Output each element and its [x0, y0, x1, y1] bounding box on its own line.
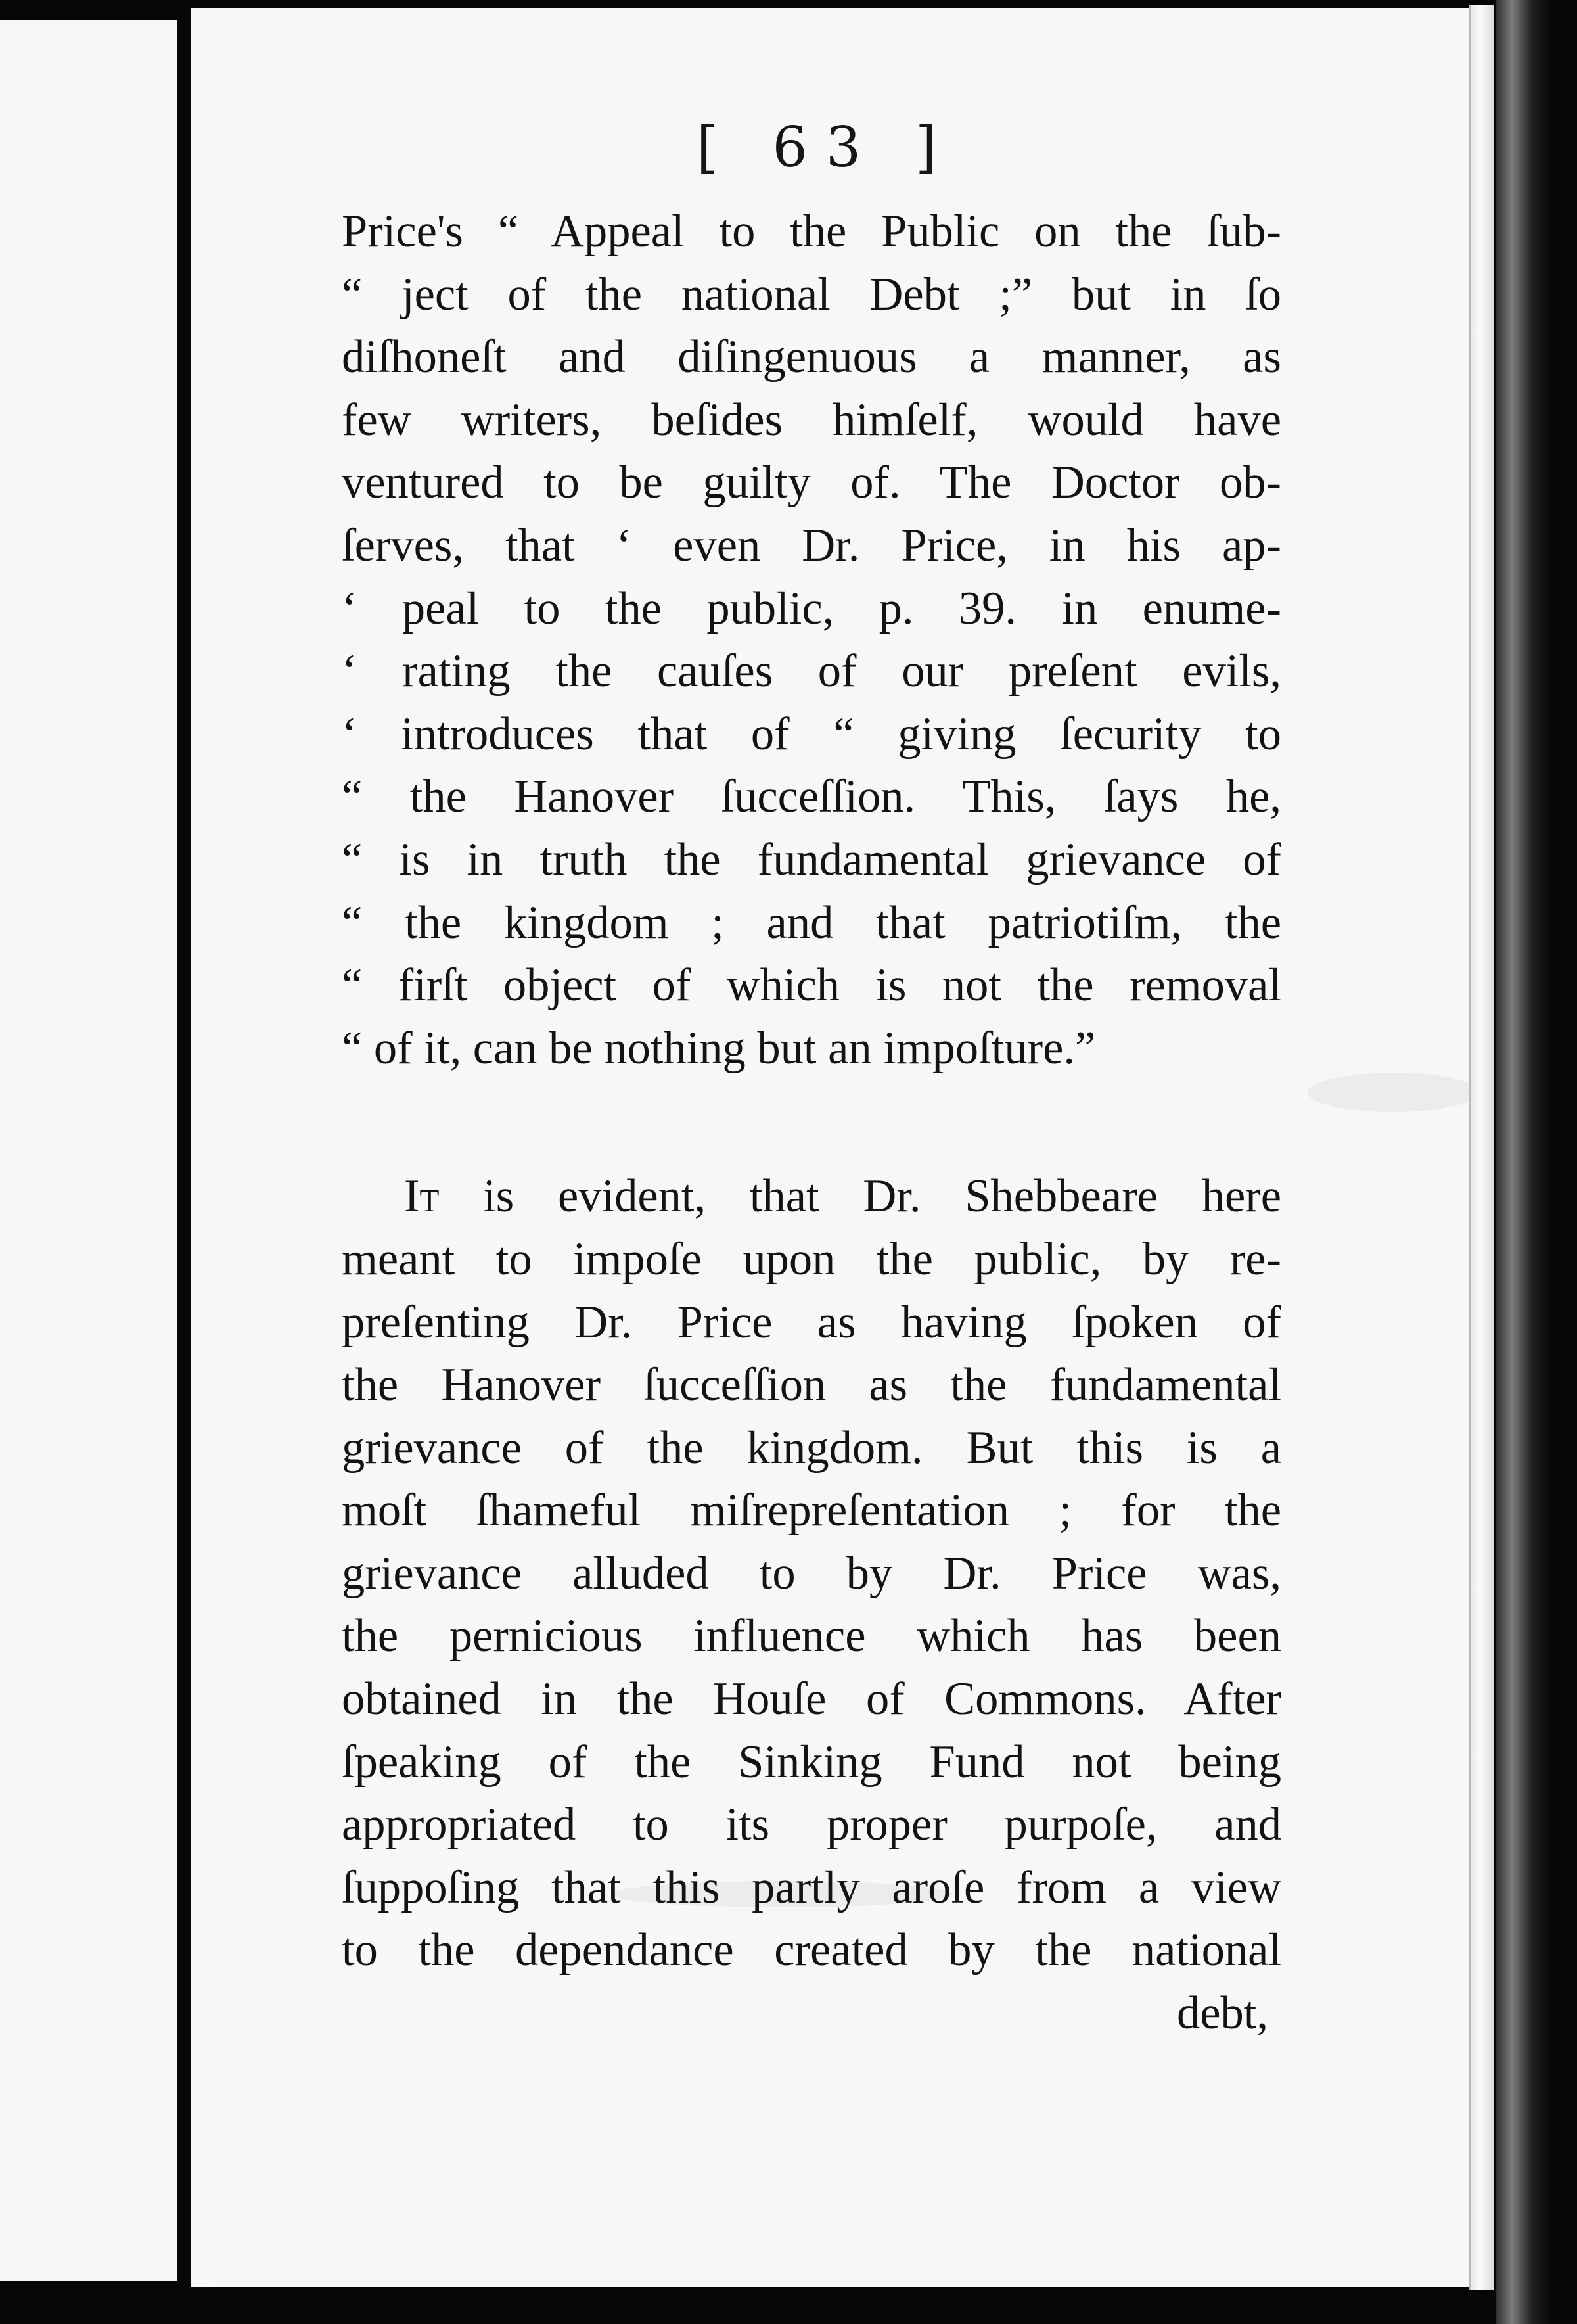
text-line: grievance of the kingdom. But this is a	[342, 1422, 1281, 1474]
paragraph	[342, 1165, 1281, 2045]
text-line	[342, 1165, 1281, 1228]
page-number: [ 63 ]	[697, 115, 955, 179]
text-line: grievance alluded to by Dr. Price was,	[342, 1547, 1281, 1599]
cover-edge	[1496, 0, 1577, 2324]
text-line: ‘ introduces that of “ giving ſecurity to	[342, 708, 1281, 760]
text-line: obtained in the Houſe of Commons. After	[342, 1673, 1281, 1725]
text-line: ſerves, that ‘ even Dr. Price, in his ap-	[342, 519, 1281, 571]
text-line: the Hanover ſucceſſion as the fundamental	[342, 1359, 1281, 1411]
page-edge	[1469, 5, 1494, 2290]
text-line: few writers, beſides himſelf, would have	[342, 394, 1281, 446]
text-line: the pernicious influence which has been	[342, 1610, 1281, 1662]
paragraph-gap	[342, 1080, 1281, 1165]
text-line: “ is in truth the fundamental grievance of	[342, 833, 1281, 885]
paper-smudge	[1308, 1073, 1478, 1112]
text-line: moſt ſhameful miſrepreſentation ; for the	[342, 1485, 1281, 1537]
text-line: “ firſt object of which is not the removal	[342, 960, 1281, 1011]
text-line: “ the Hanover ſucceſſion. This, ſays he,	[342, 771, 1281, 823]
text-line: ‘ peal to the public, p. 39. in enume-	[342, 582, 1281, 634]
text-line: diſhoneſt and diſingenuous a manner, as	[342, 331, 1281, 383]
text-line: “ the kingdom ; and that patriotiſm, the	[342, 896, 1281, 948]
text-line: preſenting Dr. Price as having ſpoken of	[342, 1296, 1281, 1348]
text-line-rest: is evident, that Dr. Shebbeare here	[439, 1171, 1281, 1222]
body-text	[342, 200, 1281, 2045]
lead-word: It	[404, 1171, 440, 1222]
text-line: “ of it, can be nothing but an impoſture.”	[342, 1022, 1096, 1074]
text-line: ventured to be guilty of. The Doctor ob-	[342, 457, 1281, 509]
text-line: ſpeaking of the Sinking Fund not being	[342, 1736, 1281, 1788]
text-line: Price's “ Appeal to the Public on the ſub-	[342, 206, 1281, 257]
text-line: meant to impoſe upon the public, by re-	[342, 1233, 1281, 1285]
text-line: appropriated to its proper purpoſe, and	[342, 1799, 1281, 1851]
text-line: ſuppoſing that this partly aroſe from a view	[342, 1861, 1281, 1913]
text-line: “ ject of the national Debt ;” but in ſo	[342, 268, 1281, 320]
facing-page	[0, 20, 179, 2281]
catchword: debt,	[1176, 1987, 1268, 2039]
text-line: to the dependance created by the national	[342, 1924, 1281, 1976]
text-line: ‘ rating the cauſes of our preſent evils,	[342, 645, 1281, 697]
paragraph	[342, 200, 1281, 1080]
